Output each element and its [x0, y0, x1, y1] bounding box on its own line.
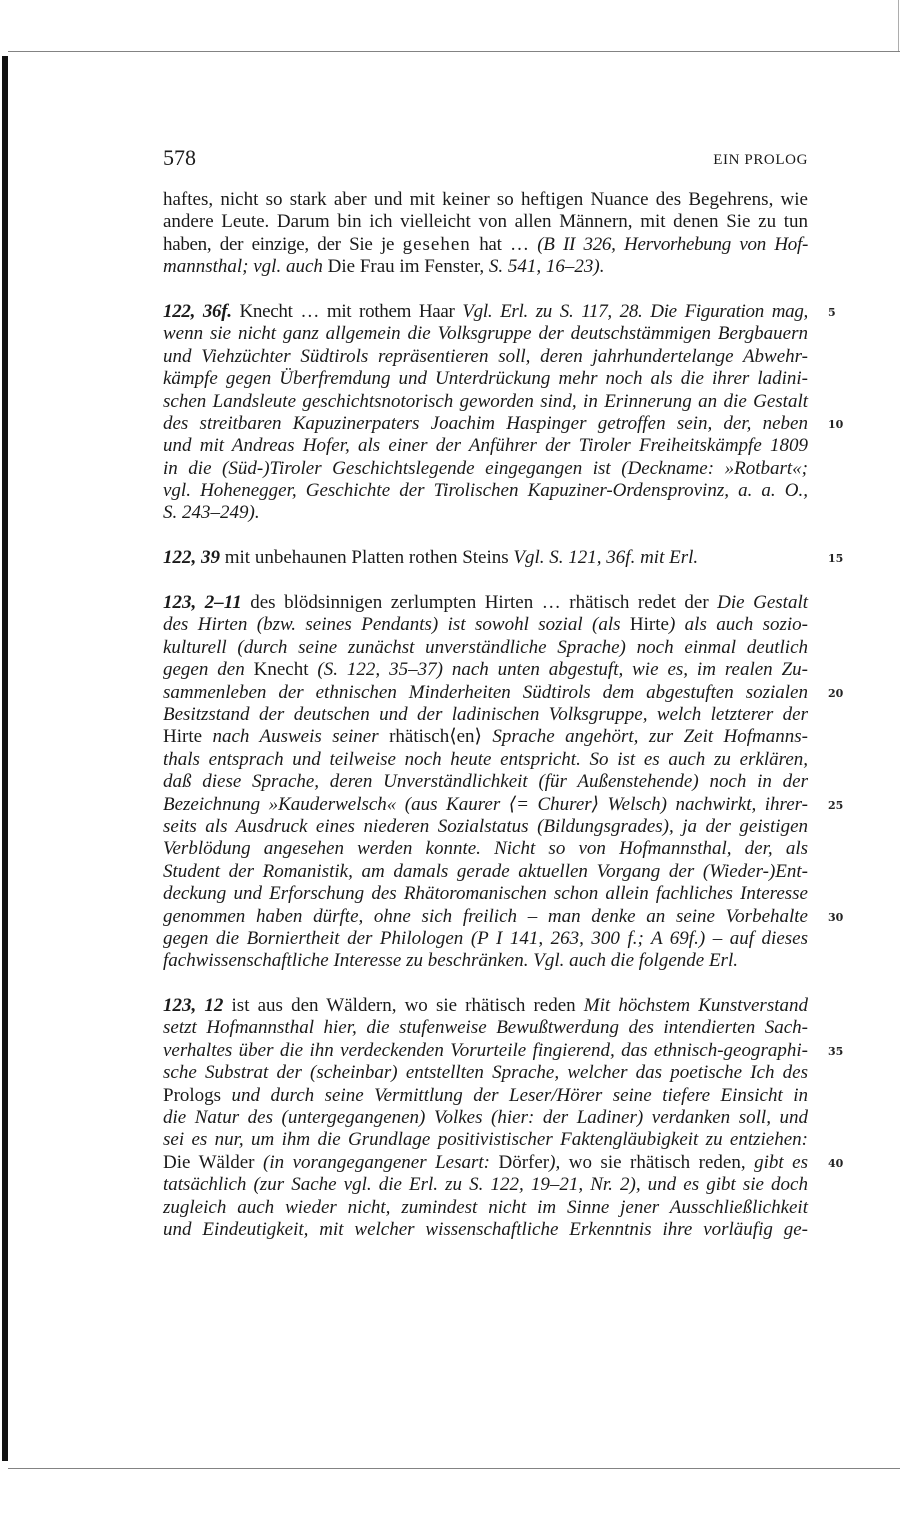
- margin-line-number: 5: [828, 305, 836, 319]
- text-line: [163, 1151, 844, 1174]
- text-segment: verhaltes über die ihn verdeckenden Vorurteile fingierend, das ethnisch-geographi-: [163, 1039, 808, 1061]
- text-segment: kulturell (durch seine zunächst unverständliche Sprache) noch einmal deutlich: [163, 636, 808, 658]
- text-segment: seits als Ausdruck eines niederen Sozialstatus (Bildungsgrades), ja der geistigen: [163, 815, 808, 837]
- section-title: EIN PROLOG: [713, 152, 808, 168]
- text-line: [163, 211, 808, 233]
- text-segment: hat …: [470, 233, 538, 255]
- text-segment: rhätisch⟨en⟩: [389, 726, 482, 748]
- text-segment: Die Gestalt: [717, 592, 808, 614]
- text-segment: und Viehzüchter Südtirols repräsentieren soll, deren jahrhundertelange Abwehr-: [163, 345, 808, 367]
- lemma-reference: 122, 36f.: [163, 300, 232, 322]
- text-segment: sammenleben der ethnischen Minderheiten Südtirols dem abgestuften sozialen: [163, 681, 808, 703]
- commentary-entry: [163, 592, 844, 973]
- margin-line-number: 30: [828, 910, 844, 924]
- running-head: [163, 143, 808, 173]
- text-segment: Bezeichnung »Kauderwelsch« (aus Kaurer ⟨= Churer⟩ Welsch) nachwirkt, ihrer-: [163, 793, 808, 815]
- text-segment: S. 243–249).: [163, 502, 260, 524]
- text-line: [163, 681, 844, 704]
- text-segment: des Hirten (bzw. seines Pendants) ist sowohl sozial (als: [163, 614, 630, 636]
- text-line: [163, 1017, 808, 1039]
- text-segment: kämpfe gegen Überfremdung und Unterdrückung mehr noch als die ihrer ladini-: [163, 368, 808, 390]
- commentary-body: [163, 189, 844, 1264]
- text-line: [163, 1129, 808, 1151]
- lemma-reference: 122, 39: [163, 547, 220, 569]
- text-line: [163, 368, 808, 390]
- page-number: 578: [163, 145, 196, 170]
- text-segment: mannsthal; vgl. auch: [163, 256, 328, 278]
- text-line: [163, 1085, 808, 1107]
- text-line: [163, 614, 808, 636]
- text-segment: setzt Hofmannsthal hier, die stufenweise Bewußtwerdung des intendierten Sach-: [163, 1017, 808, 1039]
- text-segment: des streitbaren Kapuzinerpaters Joachim Haspinger getroffen sein, der, neben: [163, 412, 808, 434]
- text-segment: Sprache angehört, zur Zeit Hofmanns-: [481, 726, 808, 748]
- text-segment: vgl. Hohenegger, Geschichte der Tirolischen Kapuziner-Ordensprovinz, a. a. O.,: [163, 480, 808, 502]
- text-line: [163, 256, 808, 278]
- text-segment: und durch seine Vermittlung der Leser/Hörer seine tiefere Einsicht in: [221, 1084, 808, 1106]
- text-line: [163, 704, 808, 726]
- text-segment: genommen haben dürfte, ohne sich freilich – man denke an seine Vorbehalte: [163, 905, 808, 927]
- text-line: [163, 905, 844, 928]
- text-line: [163, 928, 808, 950]
- text-line: [163, 995, 808, 1017]
- text-segment: gegen den: [163, 659, 254, 681]
- text-line: [163, 793, 844, 816]
- text-segment: andere Leute. Darum bin ich vielleicht von allen Männern, mit denen Sie zu tun: [163, 211, 808, 233]
- text-line: [163, 502, 808, 524]
- text-segment: und mit Andreas Hofer, als einer der Anführer der Tiroler Freiheitskämpfe 1809: [163, 435, 808, 457]
- text-segment: (S. 122, 35–37) nach unten abgestuft, wie es, im realen Zu-: [308, 659, 808, 681]
- text-line: [163, 458, 808, 480]
- text-line: [163, 435, 808, 457]
- text-line: [163, 1039, 844, 1062]
- margin-line-number: 35: [828, 1044, 844, 1058]
- scan-border-top: [8, 51, 900, 52]
- text-line: [163, 323, 808, 345]
- text-line: [163, 637, 808, 659]
- text-segment: Dörfer: [498, 1151, 550, 1173]
- scan-border-right: [898, 0, 899, 52]
- scan-binding-shadow: [2, 56, 8, 1461]
- text-segment: ) als auch sozio-: [668, 614, 808, 636]
- text-segment: Verblödung angesehen werden konnte. Nicht so von Hofmannsthal, der, als: [163, 838, 808, 860]
- commentary-entry: [163, 995, 844, 1241]
- scan-border-bottom: [8, 1468, 900, 1469]
- text-line: [163, 234, 808, 256]
- text-segment: haben, der einzige, der Sie je: [163, 233, 403, 255]
- margin-line-number: 20: [828, 686, 844, 700]
- margin-line-number: 15: [828, 552, 844, 566]
- text-line: [163, 816, 808, 838]
- text-line: [163, 480, 808, 502]
- text-segment: Die Wälder: [163, 1151, 255, 1173]
- text-line: [163, 300, 836, 323]
- text-segment: Vgl. Erl. zu S. 117, 28. Die Figuration mag,: [462, 300, 808, 322]
- text-segment: gegen die Borniertheit der Philologen (P I 141, 263, 300 f.; A 69f.) – auf dieses: [163, 927, 808, 949]
- text-segment: deckung und Erforschung des Rhätoromanischen schon allein fachliches Interesse: [163, 883, 808, 905]
- text-segment: gesehen: [402, 233, 471, 255]
- text-segment: in die (Süd-)Tiroler Geschichtslegende eingegangen ist (Deckname: »Rotbart«;: [163, 457, 808, 479]
- text-segment: Hirte: [163, 726, 203, 748]
- text-segment: Die Frau im Fenster,: [327, 256, 489, 278]
- text-segment: schen Landsleute geschichtsnotorisch geworden sind, in Erinnerung an die Gestalt: [163, 390, 808, 412]
- text-segment: und Eindeutigkeit, mit welcher wissenschaftliche Erkenntnis ihre vorläufig ge-: [163, 1218, 808, 1240]
- text-line: [163, 726, 808, 748]
- text-line: [163, 1219, 808, 1241]
- text-line: [163, 1107, 808, 1129]
- text-segment: Mit höchstem Kunstverstand: [583, 995, 808, 1017]
- text-segment: Student der Romanistik, am damals gerade aktuellen Vorgang der (Wieder-)Ent-: [163, 860, 808, 882]
- lemma-reference: 123, 12: [163, 995, 224, 1017]
- text-segment: (in vorangegangener Lesart:: [254, 1151, 499, 1173]
- text-line: [163, 1174, 808, 1196]
- text-segment: des blödsinnigen zerlumpten Hirten … rhätisch redet der: [241, 592, 718, 614]
- text-segment: thals entsprach und teilweise noch heute entspricht. So ist es auch zu erklären,: [163, 748, 808, 770]
- text-segment: Knecht: [253, 659, 309, 681]
- text-line: [163, 749, 808, 771]
- text-line: [163, 346, 808, 368]
- text-segment: Prologs: [163, 1084, 222, 1106]
- text-segment: daß diese Sprache, deren Unverständlichkeit (für Außenstehende) noch in der: [163, 771, 808, 793]
- text-line: [163, 838, 808, 860]
- commentary-entry: [163, 547, 844, 569]
- text-segment: nach Ausweis seiner: [202, 726, 390, 748]
- text-segment: ),: [549, 1151, 569, 1173]
- text-segment: sei es nur, um ihm die Grundlage positivistischer Faktengläubigkeit zu entziehen:: [163, 1129, 808, 1151]
- text-segment: (B II 326, Hervorhebung von Hof-: [537, 233, 808, 255]
- text-line: [163, 391, 808, 413]
- text-segment: Vgl. S. 121, 36f. mit Erl.: [513, 547, 699, 569]
- text-segment: haftes, nicht so stark aber und mit keiner so heftigen Nuance des Begehrens, wie: [163, 189, 808, 210]
- text-segment: wo sie rhätisch reden,: [568, 1151, 746, 1173]
- text-segment: tatsächlich (zur Sache vgl. die Erl. zu S. 122, 19–21, Nr. 2), und es gibt sie doch: [163, 1174, 808, 1196]
- text-line: [163, 883, 808, 905]
- text-line: [163, 659, 808, 681]
- text-line: [163, 592, 808, 614]
- text-segment: wenn sie nicht ganz allgemein die Volksgruppe der deutschstämmigen Bergbauern: [163, 323, 808, 345]
- text-line: [163, 1062, 808, 1084]
- text-segment: zugleich auch wieder nicht, zumindest nicht im Sinne jener Ausschließlichkeit: [163, 1196, 808, 1218]
- text-segment: Hirte: [629, 614, 669, 636]
- text-segment: S. 541, 16–23).: [488, 256, 605, 278]
- text-segment: Knecht … mit rothem Haar: [231, 300, 463, 322]
- text-line: [163, 189, 808, 211]
- commentary-entry: [163, 189, 808, 279]
- text-line: [163, 1197, 808, 1219]
- text-segment: gibt es: [745, 1151, 808, 1173]
- text-line: [163, 547, 844, 569]
- text-segment: sche Substrat der (scheinbar) entstellten Sprache, welcher das poetische Ich des: [163, 1062, 808, 1084]
- text-segment: Besitzstand der deutschen und der ladinischen Volksgruppe, welch letzterer der: [163, 703, 808, 725]
- text-segment: ist aus den Wäldern, wo sie rhätisch reden: [223, 995, 584, 1017]
- text-segment: fachwissenschaftliche Interesse zu beschränken. Vgl. auch die folgende Erl.: [163, 950, 738, 972]
- text-segment: die Natur des (untergegangenen) Volkes (hier: der Ladiner) verdanken soll, und: [163, 1107, 808, 1129]
- margin-line-number: 40: [828, 1156, 844, 1170]
- margin-line-number: 25: [828, 798, 844, 812]
- text-segment: mit unbehaunen Platten rothen Steins: [220, 547, 514, 569]
- lemma-reference: 123, 2–11: [163, 592, 242, 614]
- text-line: [163, 412, 844, 435]
- text-line: [163, 950, 808, 972]
- margin-line-number: 10: [828, 417, 844, 431]
- text-line: [163, 771, 808, 793]
- text-line: [163, 861, 808, 883]
- commentary-entry: [163, 300, 844, 525]
